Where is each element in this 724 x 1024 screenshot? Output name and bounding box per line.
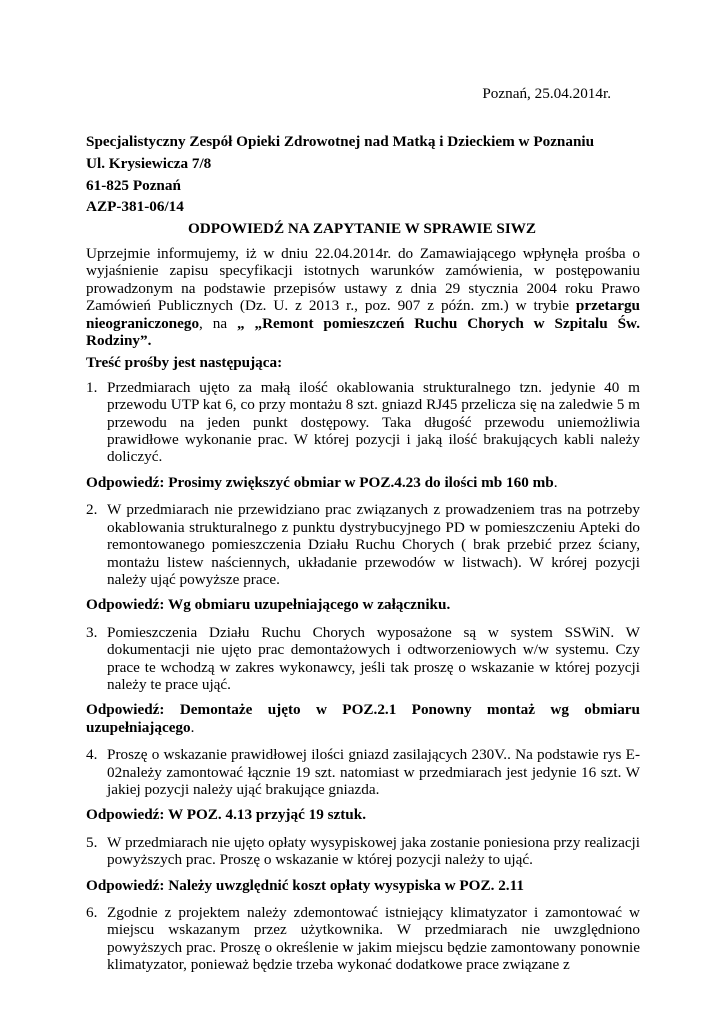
answer: [86, 806, 640, 823]
question-number: 6.: [86, 904, 98, 921]
question-item: [86, 904, 640, 974]
question-item: [86, 834, 640, 869]
question-item: [86, 501, 640, 588]
answer-label: Odpowiedź:: [86, 806, 165, 824]
procedure-mode: przetargu nieograniczonego: [86, 297, 640, 332]
request-heading: Treść prośby jest następująca:: [86, 354, 283, 372]
answer-label: Odpowiedź:: [86, 473, 165, 491]
answer: [86, 877, 640, 894]
intro-na: na: [212, 314, 237, 332]
answer-text: Demontaże ujęto w POZ.2.1 Ponowny montaż wg obmiaru uzupełniającego: [86, 701, 640, 736]
question-text: Przedmiarach ujęto za małą ilość okablowania strukturalnego tzn. jedynie 40 m przewodu UTP kat 6, co przy montażu 8 szt. gniazd RJ45 przelicza się na zaledwie 5 m przewodu na jeden punkt dostępowy. Taka długość przewodu uniemożliwia prawidłowe wykonanie prac. W której pozycji i jaką ilość brakujących kabli należy doliczyć.: [107, 378, 640, 466]
answer-tail: .: [190, 718, 195, 736]
answer-label: Odpowiedź:: [86, 876, 165, 894]
answer-label: Odpowiedź:: [86, 701, 165, 719]
answer-text: Należy uwzględnić koszt opłaty wysypiska w POZ. 2.11: [164, 876, 524, 894]
intro-paragraph: [86, 245, 640, 349]
answer: [86, 701, 640, 736]
question-text: Pomieszczenia Działu Ruchu Chorych wyposażone są w system SSWiN. W dokumentacji nie ujęto prac demontażowych i odtworzeniowych w/w systemu. Czy prace te wchodzą w zakres wykonawcy, jeśli tak proszę o wskazanie w której pozycji należy te prace ująć.: [107, 623, 640, 693]
answer: [86, 474, 640, 491]
case-reference: AZP-381-06/14: [86, 198, 184, 216]
question-text: Zgodnie z projektem należy zdemontować istniejący klimatyzator i zamontować w miejscu wskazanym przez użytkownika. W przedmiarach nie uwzględniono powyższych prac. Proszę o określenie w jakim miejscu będzie zamontowany ponownie klimatyzator, ponieważ będzie trzeba wykonać dodatkowe prace związane z: [107, 904, 640, 974]
document-title: ODPOWIEDŹ NA ZAPYTANIE W SPRAWIE SIWZ: [187, 220, 537, 237]
answer-label: Odpowiedź:: [86, 596, 165, 614]
intro-text: Uprzejmie informujemy, iż w dniu 22.04.2014r. do Zamawiającego wpłynęła prośba o wyjaśnienie zapisu specyfikacji istotnych warunków zamówienia, w postępowaniu prowadzonym na podstawie przepisów ustawy z dnia 29 stycznia 2004 roku Prawo Zamówień Publicznych (Dz. U. z 2013 r., poz. 907 z późn. zm.) w trybie: [86, 245, 640, 315]
document-date: Poznań, 25.04.2014r.: [482, 85, 611, 102]
document-body: [86, 245, 640, 974]
question-item: [86, 379, 640, 466]
answer: [86, 596, 640, 613]
question-text: W przedmiarach nie ujęto opłaty wysypiskowej jaka zostanie poniesiona przy realizacji powyższych prac. Proszę o wskazanie w której pozycji należy to ująć.: [107, 833, 640, 869]
intro-comma: ,: [199, 314, 203, 332]
answer-text: Prosimy zwiększyć obmiar w POZ.4.23 do ilości mb 160 mb: [164, 473, 554, 491]
addressee-street: Ul. Krysiewicza 7/8: [86, 154, 212, 172]
answer-tail: .: [553, 473, 558, 491]
question-text: Proszę o wskazanie prawidłowej ilości gniazd zasilających 230V.. Na podstawie rys E-02należy zamontować łącznie 19 szt. natomiast w przedmiarach jest jedynie 16 szt. W jakiej pozycji należy ująć brakujące gniazda.: [107, 746, 640, 798]
question-item: [86, 624, 640, 694]
answer-text: W POZ. 4.13 przyjąć 19 sztuk.: [164, 806, 367, 824]
addressee-name: Specjalistyczny Zespół Opieki Zdrowotnej nad Matką i Dzieckiem w Poznaniu: [86, 133, 595, 150]
question-text: W przedmiarach nie przewidziano prac związanych z prowadzeniem tras na potrzeby okablowania strukturalnego z punktu dystrybucyjnego PD w pomieszczeniu Apteki do remontowanego pomieszczenia Działu Ruchu Chorych ( brak przebić przez ściany, montażu listew naściennych, układanie przewodów w listwach). W krórej pozycji należy ująć powyższe prace.: [107, 501, 640, 588]
question-number: 5.: [86, 833, 98, 851]
addressee-block: [86, 131, 594, 218]
answer-text: Wg obmiaru uzupełniającego w załączniku.: [164, 596, 451, 614]
question-number: 1.: [86, 378, 98, 396]
question-number: 2.: [86, 501, 98, 519]
addressee-city: 61-825 Poznań: [86, 176, 181, 194]
project-name: „ „Remont pomieszczeń Ruchu Chorych w Szpitalu Św. Rodziny”.: [86, 314, 640, 350]
question-number: 3.: [86, 623, 98, 641]
question-item: [86, 746, 640, 798]
question-number: 4.: [86, 746, 98, 764]
